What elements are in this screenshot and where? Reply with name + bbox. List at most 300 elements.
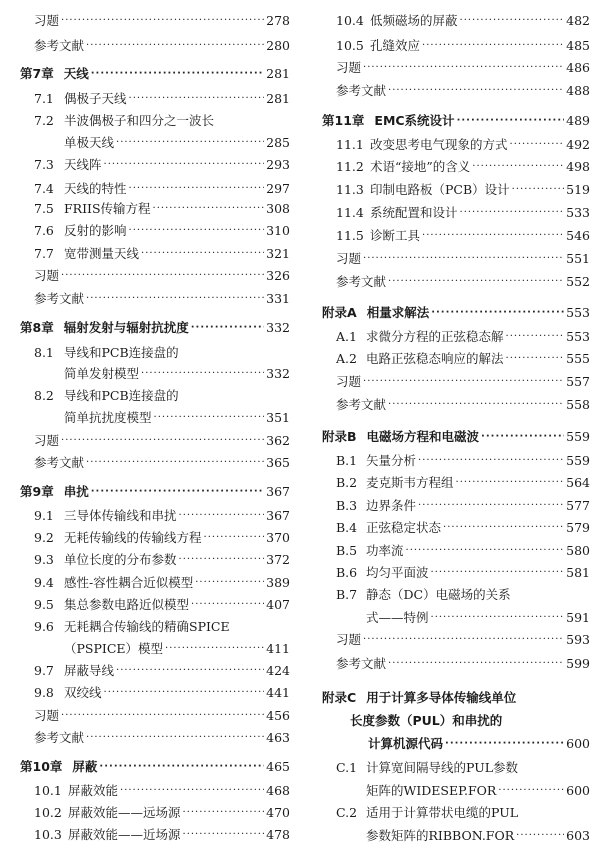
toc-title: 参考文献 <box>34 455 85 470</box>
toc-title: 习题 <box>34 708 60 723</box>
toc-leader-dots <box>61 433 264 449</box>
toc-title: 参考文献 <box>336 83 387 98</box>
toc-number: 第9章 <box>20 484 54 499</box>
toc-page-number: 486 <box>566 60 590 75</box>
toc-leader-dots <box>388 397 564 413</box>
toc-section-entry[interactable] <box>322 517 590 536</box>
toc-section-entry[interactable] <box>20 660 290 679</box>
toc-number: 10.4 <box>336 13 364 28</box>
toc-page-number: 555 <box>566 351 590 366</box>
toc-title: 习题 <box>34 433 60 448</box>
toc-page-number: 557 <box>566 374 590 389</box>
toc-chapter-heading-continuation[interactable] <box>322 733 590 752</box>
toc-title: 式——特例 <box>366 610 429 625</box>
toc-leader-dots <box>388 274 564 290</box>
toc-leader-dots <box>418 453 564 469</box>
toc-title: 天线阵 <box>64 157 102 172</box>
toc-title: 导线和PCB连接盘的 <box>64 345 179 360</box>
toc-title: 电磁场方程和电磁波 <box>366 429 480 444</box>
toc-page-number: 492 <box>566 137 590 152</box>
toc-page-number: 278 <box>266 13 290 28</box>
toc-page-number: 281 <box>266 66 290 81</box>
toc-leader-dots <box>456 475 565 491</box>
toc-title: 屏蔽效能 <box>68 783 119 798</box>
toc-page-number: 546 <box>566 228 590 243</box>
toc-title: 功率流 <box>366 543 404 558</box>
toc-title: 偶极子天线 <box>64 91 127 106</box>
toc-leader-dots <box>443 520 564 536</box>
toc-section-entry[interactable] <box>20 385 290 404</box>
toc-number: B.1 <box>336 453 358 468</box>
toc-entry[interactable] <box>20 35 290 54</box>
toc-title: 反射的影响 <box>64 223 127 238</box>
toc-leader-dots <box>460 13 565 29</box>
toc-page-number: 485 <box>566 38 590 53</box>
toc-number: B.2 <box>336 475 358 490</box>
toc-title: 简单发射模型 <box>64 366 140 381</box>
toc-number: 11.2 <box>336 159 364 174</box>
toc-section-entry[interactable] <box>20 220 290 239</box>
toc-entry[interactable] <box>322 57 590 76</box>
toc-page-number: 553 <box>566 305 590 320</box>
toc-page-number: 478 <box>266 827 290 842</box>
toc-number: 11.1 <box>336 137 364 152</box>
toc-leader-dots <box>86 291 264 307</box>
toc-title: 系统配置和设计 <box>370 205 458 220</box>
toc-title: 集总参数电路近似模型 <box>64 597 190 612</box>
toc-number: A.1 <box>336 329 357 344</box>
toc-leader-dots <box>86 730 264 746</box>
toc-number: A.2 <box>336 351 357 366</box>
toc-leader-dots <box>457 113 565 129</box>
toc-leader-dots <box>510 137 565 153</box>
toc-title: 单极天线 <box>64 135 115 150</box>
toc-leader-dots <box>154 410 265 426</box>
toc-entry-continuation[interactable] <box>322 607 590 626</box>
toc-number: B.7 <box>336 587 358 602</box>
toc-page-number: 579 <box>566 520 590 535</box>
toc-page-number: 362 <box>266 433 290 448</box>
toc-section-entry[interactable] <box>20 780 290 799</box>
toc-number: 9.4 <box>34 575 54 590</box>
toc-chapter-heading[interactable] <box>20 63 290 82</box>
toc-title: 计算机源代码 <box>368 736 444 751</box>
toc-title: 半波偶极子和四分之一波长 <box>64 113 215 128</box>
toc-title: 无耗耦合传输线的精确SPICE <box>64 619 230 634</box>
toc-number: 9.7 <box>34 663 54 678</box>
toc-page-number: 326 <box>266 268 290 283</box>
toc-chapter-heading[interactable] <box>322 687 590 706</box>
toc-title: 矢量分析 <box>366 453 417 468</box>
toc-section-entry[interactable] <box>322 225 590 244</box>
toc-chapter-heading[interactable] <box>20 317 290 336</box>
toc-leader-dots <box>61 268 264 284</box>
toc-title: 屏蔽 <box>72 759 98 774</box>
toc-page-number: 600 <box>566 783 590 798</box>
toc-leader-dots <box>104 685 265 701</box>
toc-page-number: 367 <box>266 484 290 499</box>
toc-number: 10.1 <box>34 783 62 798</box>
toc-leader-dots <box>506 329 565 345</box>
toc-title: 用于计算多导体传输线单位 <box>366 690 517 705</box>
toc-page-number: 519 <box>566 182 590 197</box>
toc-entry[interactable] <box>20 705 290 724</box>
toc-leader-dots <box>86 455 264 471</box>
toc-number: B.5 <box>336 543 358 558</box>
toc-title: 诊断工具 <box>370 228 421 243</box>
toc-leader-dots <box>116 663 264 679</box>
toc-number: 附录A <box>322 305 357 320</box>
toc-leader-dots <box>445 736 564 752</box>
toc-number: 第11章 <box>322 113 365 128</box>
toc-section-entry[interactable] <box>20 110 290 129</box>
toc-number: 7.6 <box>34 223 54 238</box>
toc-section-entry[interactable] <box>322 450 590 469</box>
toc-page-number: 351 <box>266 410 290 425</box>
toc-page-number: 489 <box>566 113 590 128</box>
toc-page-number: 577 <box>566 498 590 513</box>
toc-section-entry[interactable] <box>20 505 290 524</box>
toc-leader-dots <box>512 182 564 198</box>
toc-leader-dots <box>422 38 564 54</box>
toc-page-number: 599 <box>566 656 590 671</box>
toc-leader-dots <box>129 91 265 107</box>
toc-entry[interactable] <box>20 288 290 307</box>
toc-leader-dots <box>431 610 565 626</box>
toc-entry[interactable] <box>322 80 590 99</box>
toc-leader-dots <box>61 708 264 724</box>
toc-section-entry[interactable] <box>322 10 590 29</box>
toc-number: 10.5 <box>336 38 364 53</box>
toc-number: 第7章 <box>20 66 54 81</box>
toc-title: 印制电路板（PCB）设计 <box>370 182 510 197</box>
toc-leader-dots <box>472 159 564 175</box>
toc-entry[interactable] <box>20 452 290 471</box>
toc-section-entry[interactable] <box>20 572 290 591</box>
toc-entry[interactable] <box>322 271 590 290</box>
toc-page-number: 552 <box>566 274 590 289</box>
toc-title: 低频磁场的屏蔽 <box>370 13 458 28</box>
toc-section-entry[interactable] <box>322 348 590 367</box>
toc-number: 7.7 <box>34 246 54 261</box>
toc-page-number: 533 <box>566 205 590 220</box>
toc-entry[interactable] <box>322 629 590 648</box>
toc-chapter-heading[interactable] <box>322 302 590 321</box>
toc-leader-dots <box>422 228 564 244</box>
toc-page-number: 285 <box>266 135 290 150</box>
toc-leader-dots <box>506 351 565 367</box>
toc-chapter-heading[interactable] <box>322 426 590 445</box>
toc-page-number: 365 <box>266 455 290 470</box>
toc-page-number: 281 <box>266 91 290 106</box>
toc-title: 感性-容性耦合近似模型 <box>64 575 194 590</box>
toc-leader-dots <box>460 205 565 221</box>
toc-leader-dots <box>388 83 564 99</box>
toc-title: 习题 <box>336 632 362 647</box>
toc-page-number: 308 <box>266 201 290 216</box>
toc-title: 单位长度的分布参数 <box>64 552 177 567</box>
toc-leader-dots <box>204 530 265 546</box>
toc-leader-dots <box>516 828 564 844</box>
toc-title: 导线和PCB连接盘的 <box>64 388 179 403</box>
toc-chapter-heading-continuation[interactable] <box>322 710 590 729</box>
toc-title: （PSPICE）模型 <box>64 641 164 656</box>
toc-number: 7.1 <box>34 91 54 106</box>
toc-page-number: 498 <box>566 159 590 174</box>
toc-leader-dots <box>120 783 264 799</box>
toc-section-entry[interactable] <box>322 757 590 776</box>
toc-page-number: 470 <box>266 805 290 820</box>
toc-section-entry[interactable] <box>322 326 590 345</box>
toc-section-entry[interactable] <box>20 178 290 197</box>
toc-leader-dots <box>191 320 264 336</box>
toc-section-entry[interactable] <box>322 156 590 175</box>
toc-leader-dots <box>183 805 265 821</box>
toc-number: C.2 <box>336 805 358 820</box>
toc-section-entry[interactable] <box>20 342 290 361</box>
toc-leader-dots <box>99 759 264 775</box>
toc-entry-continuation[interactable] <box>20 638 290 657</box>
toc-section-entry[interactable] <box>20 802 290 821</box>
toc-number: 7.2 <box>34 113 54 128</box>
toc-number: 附录C <box>322 690 357 705</box>
toc-section-entry[interactable] <box>322 540 590 559</box>
toc-page-number: 297 <box>266 181 290 196</box>
toc-number: 11.3 <box>336 182 364 197</box>
toc-section-entry[interactable] <box>322 495 590 514</box>
toc-leader-dots <box>363 251 564 267</box>
toc-number: 9.2 <box>34 530 54 545</box>
toc-number: 第10章 <box>20 759 63 774</box>
toc-entry[interactable] <box>322 653 590 672</box>
toc-entry[interactable] <box>322 371 590 390</box>
toc-title: 双绞线 <box>64 685 102 700</box>
toc-title: 参考文献 <box>34 730 85 745</box>
toc-page-number: 600 <box>566 736 590 751</box>
toc-leader-dots <box>86 38 264 54</box>
toc-leader-dots <box>431 305 564 321</box>
toc-number: 11.4 <box>336 205 364 220</box>
toc-title: 简单抗扰度模型 <box>64 410 152 425</box>
toc-entry-continuation[interactable] <box>322 825 590 844</box>
toc-title: 宽带测量天线 <box>64 246 140 261</box>
toc-page-number: 411 <box>266 641 290 656</box>
toc-leader-dots <box>165 641 264 657</box>
toc-number: 9.8 <box>34 685 54 700</box>
toc-chapter-heading[interactable] <box>20 481 290 500</box>
toc-title: 孔缝效应 <box>370 38 421 53</box>
toc-page-number: 551 <box>566 251 590 266</box>
toc-entry-continuation[interactable] <box>20 363 290 382</box>
toc-title: FRIIS传输方程 <box>64 201 151 216</box>
toc-number: 11.5 <box>336 228 364 243</box>
toc-title: EMC系统设计 <box>374 113 455 128</box>
toc-section-entry[interactable] <box>20 616 290 635</box>
toc-title: 静态（DC）电磁场的关系 <box>366 587 511 602</box>
toc-number: B.6 <box>336 565 358 580</box>
toc-section-entry[interactable] <box>322 472 590 491</box>
toc-title: 参考文献 <box>336 274 387 289</box>
toc-leader-dots <box>116 135 264 151</box>
toc-leader-dots <box>498 783 564 799</box>
toc-number: 第8章 <box>20 320 54 335</box>
toc-section-entry[interactable] <box>20 154 290 173</box>
toc-page-number: 332 <box>266 366 290 381</box>
toc-number: 附录B <box>322 429 357 444</box>
toc-title: 矩阵的WIDESEP.FOR <box>366 783 497 798</box>
toc-title: 长度参数（PUL）和串扰的 <box>350 713 503 728</box>
toc-title: 屏蔽效能——近场源 <box>68 827 181 842</box>
toc-page-number: 581 <box>566 565 590 580</box>
toc-number: 7.5 <box>34 201 54 216</box>
toc-section-entry[interactable] <box>20 824 290 843</box>
toc-title: 串扰 <box>63 484 89 499</box>
toc-page-number: 559 <box>566 429 590 444</box>
toc-section-entry[interactable] <box>20 88 290 107</box>
toc-page-number: 389 <box>266 575 290 590</box>
toc-leader-dots <box>363 374 564 390</box>
toc-leader-dots <box>388 656 564 672</box>
toc-leader-dots <box>141 246 264 262</box>
toc-title: 习题 <box>336 60 362 75</box>
toc-entry[interactable] <box>322 248 590 267</box>
toc-page-number: 367 <box>266 508 290 523</box>
toc-leader-dots <box>195 575 264 591</box>
toc-section-entry[interactable] <box>20 198 290 217</box>
toc-number: 10.3 <box>34 827 62 842</box>
toc-leader-dots <box>129 181 265 197</box>
toc-section-entry[interactable] <box>20 594 290 613</box>
toc-page-number: 580 <box>566 543 590 558</box>
toc-entry-continuation[interactable] <box>322 780 590 799</box>
toc-page-number: 463 <box>266 730 290 745</box>
toc-leader-dots <box>61 13 264 29</box>
toc-page-number: 372 <box>266 552 290 567</box>
toc-leader-dots <box>153 201 265 217</box>
toc-page-number: 558 <box>566 397 590 412</box>
toc-title: 求微分方程的正弦稳态解 <box>366 329 504 344</box>
toc-title: 边界条件 <box>366 498 417 513</box>
toc-number: B.4 <box>336 520 358 535</box>
toc-page-number: 465 <box>266 759 290 774</box>
toc-number: C.1 <box>336 760 358 775</box>
toc-leader-dots <box>179 508 265 524</box>
toc-page-number: 310 <box>266 223 290 238</box>
toc-number: 9.6 <box>34 619 54 634</box>
toc-page-number: 293 <box>266 157 290 172</box>
toc-entry[interactable] <box>20 430 290 449</box>
toc-page-number: 370 <box>266 530 290 545</box>
toc-section-entry[interactable] <box>20 243 290 262</box>
toc-title: 术语“接地”的含义 <box>370 159 471 174</box>
toc-title: 习题 <box>336 374 362 389</box>
toc-leader-dots <box>129 223 265 239</box>
toc-entry[interactable] <box>322 394 590 413</box>
toc-title: 习题 <box>34 13 60 28</box>
toc-entry[interactable] <box>20 727 290 746</box>
toc-section-entry[interactable] <box>322 802 590 821</box>
toc-leader-dots <box>179 552 265 568</box>
toc-title: 天线的特性 <box>64 181 127 196</box>
toc-page-number: 564 <box>566 475 590 490</box>
toc-section-entry[interactable] <box>322 35 590 54</box>
toc-chapter-heading[interactable] <box>322 110 590 129</box>
toc-title: 改变思考电气现象的方式 <box>370 137 508 152</box>
toc-title: 参考文献 <box>34 38 85 53</box>
toc-section-entry[interactable] <box>322 179 590 198</box>
toc-page-number: 603 <box>566 828 590 843</box>
toc-leader-dots <box>104 157 265 173</box>
toc-number: 7.3 <box>34 157 54 172</box>
toc-leader-dots <box>406 543 565 559</box>
toc-entry-continuation[interactable] <box>20 132 290 151</box>
toc-leader-dots <box>431 565 565 581</box>
toc-title: 麦克斯韦方程组 <box>366 475 454 490</box>
toc-chapter-heading[interactable] <box>20 756 290 775</box>
toc-section-entry[interactable] <box>20 527 290 546</box>
toc-section-entry[interactable] <box>20 549 290 568</box>
toc-title: 无耗传输线的传输线方程 <box>64 530 202 545</box>
toc-number: 7.4 <box>34 181 54 196</box>
toc-title: 习题 <box>336 251 362 266</box>
toc-title: 三导体传输线和串扰 <box>64 508 177 523</box>
toc-title: 适用于计算带状电缆的PUL <box>366 805 519 820</box>
toc-entry[interactable] <box>20 10 290 29</box>
toc-leader-dots <box>183 827 265 843</box>
toc-page-number: 593 <box>566 632 590 647</box>
toc-page-number: 332 <box>266 320 290 335</box>
toc-section-entry[interactable] <box>322 584 590 603</box>
toc-leader-dots <box>481 429 564 445</box>
toc-section-entry[interactable] <box>322 134 590 153</box>
toc-page-number: 559 <box>566 453 590 468</box>
toc-page-number: 407 <box>266 597 290 612</box>
toc-page-number: 280 <box>266 38 290 53</box>
toc-page-number: 424 <box>266 663 290 678</box>
toc-page-number: 456 <box>266 708 290 723</box>
toc-page-number: 321 <box>266 246 290 261</box>
toc-page-number: 482 <box>566 13 590 28</box>
toc-leader-dots <box>418 498 564 514</box>
toc-number: 8.1 <box>34 345 54 360</box>
toc-title: 正弦稳定状态 <box>366 520 442 535</box>
toc-entry-continuation[interactable] <box>20 407 290 426</box>
toc-number: B.3 <box>336 498 358 513</box>
toc-section-entry[interactable] <box>322 562 590 581</box>
toc-title: 均匀平面波 <box>366 565 429 580</box>
toc-leader-dots <box>141 366 264 382</box>
toc-leader-dots <box>91 484 264 500</box>
toc-title: 参考文献 <box>336 656 387 671</box>
toc-title: 计算宽间隔导线的PUL参数 <box>366 760 519 775</box>
toc-title: 屏蔽导线 <box>64 663 115 678</box>
toc-number: 9.3 <box>34 552 54 567</box>
toc-number: 8.2 <box>34 388 54 403</box>
toc-section-entry[interactable] <box>20 682 290 701</box>
toc-entry[interactable] <box>20 265 290 284</box>
toc-title: 辐射发射与辐射抗扰度 <box>63 320 189 335</box>
toc-number: 10.2 <box>34 805 62 820</box>
toc-section-entry[interactable] <box>322 202 590 221</box>
toc-page-number: 441 <box>266 685 290 700</box>
toc-leader-dots <box>363 632 564 648</box>
toc-page-number: 331 <box>266 291 290 306</box>
toc-title: 参考文献 <box>34 291 85 306</box>
toc-title: 参考文献 <box>336 397 387 412</box>
toc-page-number: 488 <box>566 83 590 98</box>
toc-title: 相量求解法 <box>366 305 430 320</box>
toc-title: 参数矩阵的RIBBON.FOR <box>366 828 515 843</box>
